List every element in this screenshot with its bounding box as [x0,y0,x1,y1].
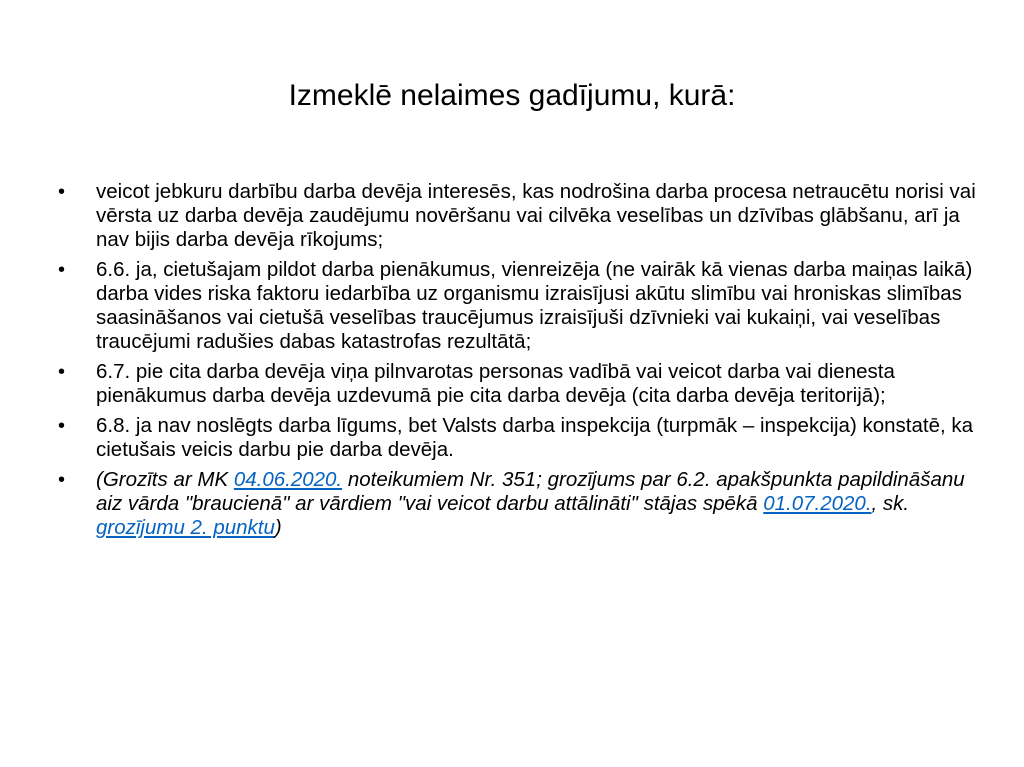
list-item [58,414,978,462]
amendment-date-link-1[interactable]: 04.06.2020. [233,468,343,491]
list-item [58,360,978,408]
amendment-point-link[interactable]: grozījumu 2. punktu [96,516,275,539]
amendment-text-2: noteikumiem Nr. 351; grozījums par 6.2. apakšpunkta papildināšanu aiz vārda "braucienā" ar vārdiem "vai veicot darbu attālināti" stājas spēkā [96,468,965,515]
bullet-text: 6.8. ja nav noslēgts darba līgums, bet Valsts darba inspekcija (turpmāk – inspekcija) konstatē, ka cietušais veicis darbu pie darba devēja. [96,414,974,461]
bullet-icon: • [58,415,66,437]
amendment-text-3: , sk. [871,492,910,515]
bullet-list [58,180,978,546]
amendment-date-link-2[interactable]: 01.07.2020. [763,492,872,515]
amendment-text-4: ) [274,516,282,539]
list-item [58,258,978,354]
list-item [58,180,978,252]
bullet-icon: • [58,361,66,383]
bullet-text: 6.7. pie cita darba devēja viņa pilnvarotas personas vadībā vai veicot darba vai dienesta pienākumus darba devēja uzdevumā pie cita darba devēja (cita darba devēja teritorijā); [96,360,895,407]
amendment-item [58,468,978,540]
bullet-text: veicot jebkuru darbību darba devēja interesēs, kas nodrošina darba procesa netraucētu norisi vai vērsta uz darba devēja zaudējumu novēršanu vai cilvēka veselības un dzīvības glābšanu, arī ja nav bijis darba devēja rīkojums; [96,180,976,251]
bullet-icon: • [58,469,66,491]
slide-title: Izmeklē nelaimes gadījumu, kurā: [288,79,736,112]
bullet-text: 6.6. ja, cietušajam pildot darba pienākumus, vienreizēja (ne vairāk kā vienas darba maiņas laikā) darba vides riska faktoru iedarbība uz organismu izraisījusi akūtu slimību vai hroniskas slimības saasināšanos vai cietušā veselības traucējumus izraisījuši dzīvnieki vai kukaiņi, vai veselības traucējumi radušies dabas katastrofas rezultātā; [96,258,973,353]
bullet-icon: • [58,259,66,281]
bullet-icon: • [58,181,66,203]
amendment-text-1: (Grozīts ar MK [96,468,234,491]
